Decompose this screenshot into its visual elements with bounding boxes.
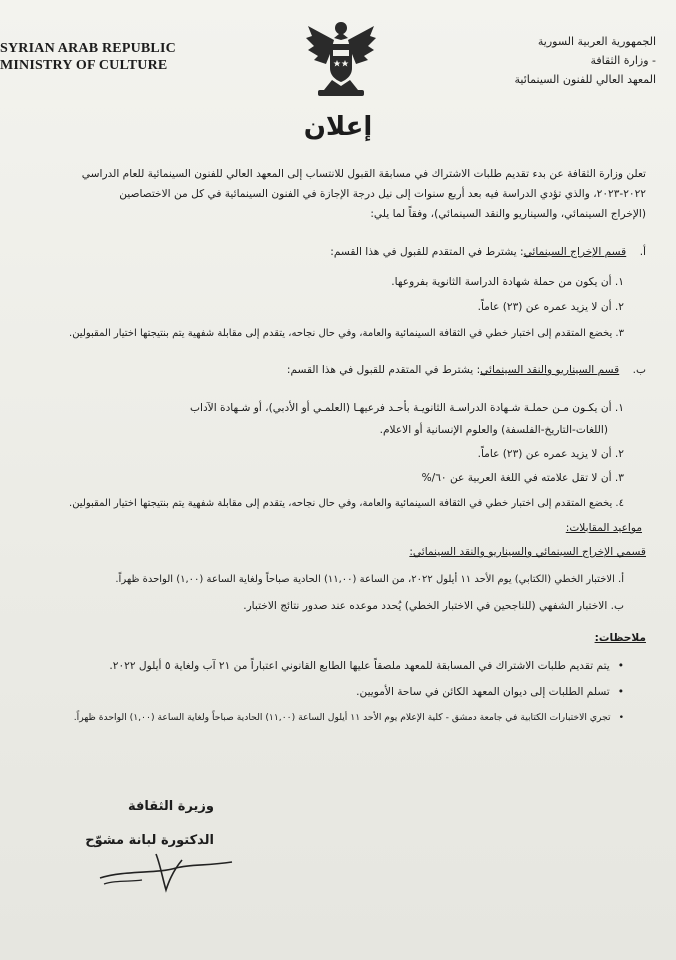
- header-ar-line-1: الجمهورية العربية السورية: [537, 35, 656, 48]
- schedule-subheading: قسمي الإخراج السينمائي والسيناريو والنقد السينمائي:: [409, 546, 646, 558]
- note-item-3: • تجري الاختبارات الكتابية في جامعة دمشق - كلية الإعلام يوم الأحد ١١ أيلول الساعة (١١,٠٠) الحادية صباحاً ولغاية الساعة (١,٠٠) الواحدة ظهراً.: [74, 712, 624, 723]
- note-item-2: • تسلم الطلبات إلى ديوان المعهد الكائن في ساحة الأمويين.: [356, 686, 624, 698]
- schedule-item-2: ب. الاختبار الشفهي (للناجحين في الاختبار الخطي) يُحدد موعده عند صدور نتائج الاختبار.: [243, 600, 624, 612]
- signature-org: وزيرة الثقافة: [127, 799, 214, 814]
- handwritten-signature: [96, 850, 236, 896]
- section-b-heading: [287, 364, 646, 376]
- intro-line-1: تعلن وزارة الثقافة عن بدء تقديم طلبات الاشتراك في مسابقة القبول للانتساب إلى المعهد العالي للفنون السينمائية للعام الدراسي: [81, 168, 646, 180]
- signature-name: الدكتورة لبانة مشوّح: [85, 833, 214, 848]
- signature-block: [85, 790, 214, 858]
- section-b-title: قسم السيناريو والنقد السينمائي: [480, 364, 620, 376]
- notes-heading: ملاحظات:: [594, 632, 646, 644]
- section-a-heading: [330, 246, 646, 258]
- section-a-item-2: ٢. أن لا يزيد عمره عن (٢٣) عاماً.: [477, 301, 624, 313]
- header-ar-line-3: المعهد العالي للفنون السينمائية: [514, 73, 656, 86]
- section-b-item-4: ٤. يخضع المتقدم إلى اختبار خطي في الثقافة السينمائية والعامة، وفي حال نجاحه، يتقدم إلى مقابلة شفهية يتم بنتيجتها اختيار المقبولين.: [69, 498, 624, 509]
- section-a-title: قسم الإخراج السينمائي: [523, 246, 627, 258]
- schedule-heading: مواعيد المقابلات:: [565, 522, 642, 534]
- header-english: [0, 40, 176, 74]
- header-en-line-2: MINISTRY OF CULTURE: [0, 58, 168, 73]
- schedule-item-1: أ. الاختبار الخطي (الكتابي) يوم الأحد ١١ أيلول ٢٠٢٢، من الساعة (١١,٠٠) الحادية صباحاً ولغاية الساعة (١,٠٠) الواحدة ظهراً.: [115, 574, 624, 585]
- section-b-title-rest: : يشترط في المتقدم للقبول في هذا القسم:: [286, 364, 481, 376]
- section-a-marker: أ.: [639, 246, 646, 258]
- section-a-item-3: ٣. يخضع المتقدم إلى اختبار خطي في الثقافة السينمائية والعامة، وفي حال نجاحه، يتقدم إلى مقابلة شفهية يتم بنتيجتها اختيار المقبولين.: [69, 328, 624, 339]
- header-arabic: [466, 32, 656, 89]
- announcement-title: إعلان: [303, 112, 373, 142]
- section-b-item-2: ٢. أن لا يزيد عمره عن (٢٣) عاماً.: [477, 448, 624, 460]
- header-ar-line-2: - وزارة الثقافة: [590, 54, 656, 67]
- intro-line-3: (الإخراج السينمائي، والسيناريو والنقد السينمائي)، وفقاً لما يلي:: [370, 208, 646, 220]
- section-b-marker: ب.: [632, 364, 646, 376]
- note-item-1: • يتم تقديم طلبات الاشتراك في المسابقة للمعهد ملصقاً عليها الطابع القانوني اعتباراً من ٢١ آب ولغاية ٥ أيلول ٢٠٢٢.: [109, 660, 624, 672]
- section-b-item-3: ٣. أن لا تقل علامته في اللغة العربية عن ٦٠/%: [421, 472, 624, 484]
- section-b-item-1: ١. أن يكـون مـن حملـة شـهادة الدراسـة الثانويـة بأحـد فرعيهـا (العلمـي أو الأدبي)، أو شـهادة الآداب: [190, 402, 624, 414]
- intro-line-2: ٢٠٢٢-٢٠٢٣، والذي تؤدي الدراسة فيه بعد أربع سنوات إلى نيل درجة الإجازة في الفنون السينمائية في كل من الاختصاصين: [119, 188, 646, 200]
- syrian-eagle-emblem-icon: [304, 16, 378, 100]
- section-b-item-1-cont: (اللغات-التاريخ-الفلسفة) والعلوم الإنسانية أو الاعلام.: [379, 424, 608, 436]
- section-a-title-rest: : يشترط في المتقدم للقبول في هذا القسم:: [330, 246, 524, 258]
- section-a-item-1: ١. أن يكون من حملة شهادة الدراسة الثانوية بفروعها.: [391, 276, 624, 288]
- header-en-line-1: SYRIAN ARAB REPUBLIC: [0, 41, 176, 56]
